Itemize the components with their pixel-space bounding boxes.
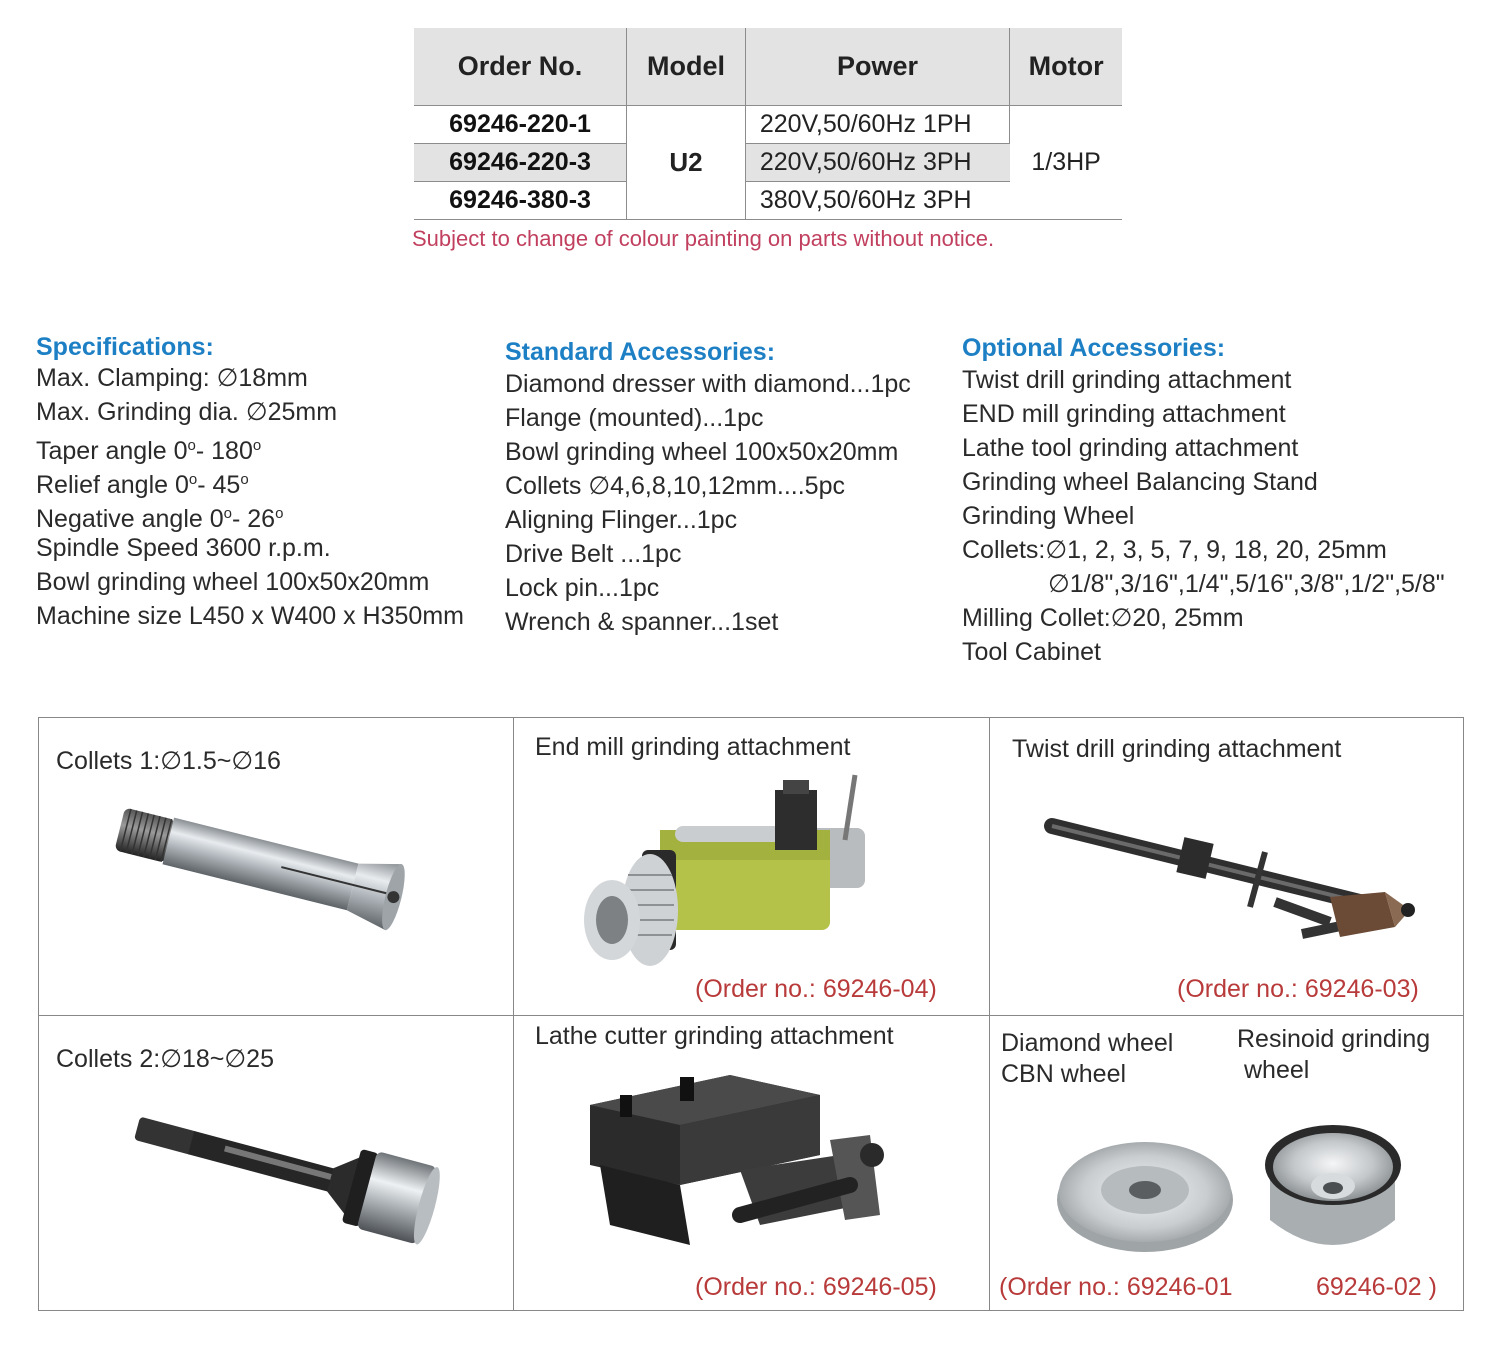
spec-line: Max. Clamping: ∅18mm xyxy=(36,364,308,392)
table-row xyxy=(414,106,1122,144)
spec-line: Bowl grinding wheel 100x50x20mm xyxy=(36,568,430,596)
header-model: Model xyxy=(627,28,746,106)
accessory-line: Wrench & spanner...1set xyxy=(505,608,779,636)
grid-divider xyxy=(38,1015,1464,1016)
spec-line: Relief angle 0$^o$- 45$^o$ xyxy=(36,471,249,499)
model-cell: U2 xyxy=(627,106,746,220)
grid-divider xyxy=(513,717,514,1311)
accessory-line: Collets ∅4,6,8,10,12mm....5pc xyxy=(505,472,845,500)
power-cell: 220V,50/60Hz 3PH xyxy=(745,144,1009,182)
accessory-line: Aligning Flinger...1pc xyxy=(505,506,738,534)
specifications-section xyxy=(36,333,464,633)
order-table xyxy=(414,28,1122,220)
cbn-wheel-label: CBN wheel xyxy=(1001,1060,1127,1088)
accessory-line: Flange (mounted)...1pc xyxy=(505,404,764,432)
optional-line: Milling Collet:∅20, 25mm xyxy=(962,604,1244,632)
header-motor: Motor xyxy=(1010,28,1122,106)
header-power: Power xyxy=(745,28,1009,106)
twistdrill-attachment-image xyxy=(1040,812,1425,962)
order-no-cell: 69246-380-3 xyxy=(414,182,627,220)
collets2-label: Collets 2:∅18~∅25 xyxy=(56,1045,274,1073)
optional-accessories-title: Optional Accessories: xyxy=(962,334,1226,362)
lathe-order-no: (Order no.: 69246-05) xyxy=(695,1273,937,1301)
spec-line: Taper angle 0$^o$- 180$^o$ xyxy=(36,437,262,465)
optional-accessories-section xyxy=(962,334,1445,669)
optional-line: Twist drill grinding attachment xyxy=(962,366,1292,394)
order-no-cell: 69246-220-1 xyxy=(414,106,627,144)
diamond-wheel-label: Diamond wheel xyxy=(1001,1029,1174,1057)
collet2-image xyxy=(120,1100,450,1250)
specifications-title: Specifications: xyxy=(36,333,214,361)
spec-line: Machine size L450 x W400 x H350mm xyxy=(36,602,464,630)
lathe-cutter-attachment-image xyxy=(580,1065,900,1255)
accessory-line: Lock pin...1pc xyxy=(505,574,660,602)
power-cell: 220V,50/60Hz 1PH xyxy=(745,106,1009,144)
grinding-wheels-image xyxy=(1055,1110,1455,1270)
twistdrill-label: Twist drill grinding attachment xyxy=(1012,735,1342,763)
header-order-no: Order No. xyxy=(414,28,627,106)
resinoid-wheel-label-2: wheel xyxy=(1244,1056,1310,1084)
spec-line: Negative angle 0$^o$- 26$^o$ xyxy=(36,505,284,533)
order-no-cell: 69246-220-3 xyxy=(414,144,627,182)
endmill-label: End mill grinding attachment xyxy=(535,733,851,761)
collet1-image xyxy=(100,800,420,940)
table-header-row xyxy=(414,28,1122,106)
optional-line: Tool Cabinet xyxy=(962,638,1101,666)
accessory-line: Diamond dresser with diamond...1pc xyxy=(505,370,911,398)
power-cell: 380V,50/60Hz 3PH xyxy=(745,182,1009,220)
optional-line: END mill grinding attachment xyxy=(962,400,1286,428)
endmill-order-no: (Order no.: 69246-04) xyxy=(695,975,937,1003)
collets1-label: Collets 1:∅1.5~∅16 xyxy=(56,747,281,775)
optional-line: Grinding wheel Balancing Stand xyxy=(962,468,1318,496)
grid-divider xyxy=(989,717,990,1311)
resinoid-wheel-order-no: 69246-02 ) xyxy=(1316,1273,1437,1301)
diamond-wheel-order-no: (Order no.: 69246-01 xyxy=(999,1273,1233,1301)
notice-text: Subject to change of colour painting on parts without notice. xyxy=(412,226,995,251)
optional-line: Lathe tool grinding attachment xyxy=(962,434,1299,462)
optional-line: Grinding Wheel xyxy=(962,502,1135,530)
resinoid-wheel-label: Resinoid grinding xyxy=(1237,1025,1431,1053)
optional-line: Collets:∅1, 2, 3, 5, 7, 9, 18, 20, 25mm xyxy=(962,536,1387,564)
spec-line: Spindle Speed 3600 r.p.m. xyxy=(36,534,331,562)
accessory-line: Drive Belt ...1pc xyxy=(505,540,682,568)
standard-accessories-title: Standard Accessories: xyxy=(505,338,776,366)
twistdrill-order-no: (Order no.: 69246-03) xyxy=(1177,975,1419,1003)
motor-cell: 1/3HP xyxy=(1010,106,1122,220)
accessory-line: Bowl grinding wheel 100x50x20mm xyxy=(505,438,899,466)
standard-accessories-section xyxy=(505,338,911,639)
spec-line: Max. Grinding dia. ∅25mm xyxy=(36,398,338,426)
lathe-label: Lathe cutter grinding attachment xyxy=(535,1022,894,1050)
endmill-attachment-image xyxy=(580,770,910,970)
optional-line: ∅1/8",3/16",1/4",5/16",3/8",1/2",5/8" xyxy=(1048,570,1445,598)
